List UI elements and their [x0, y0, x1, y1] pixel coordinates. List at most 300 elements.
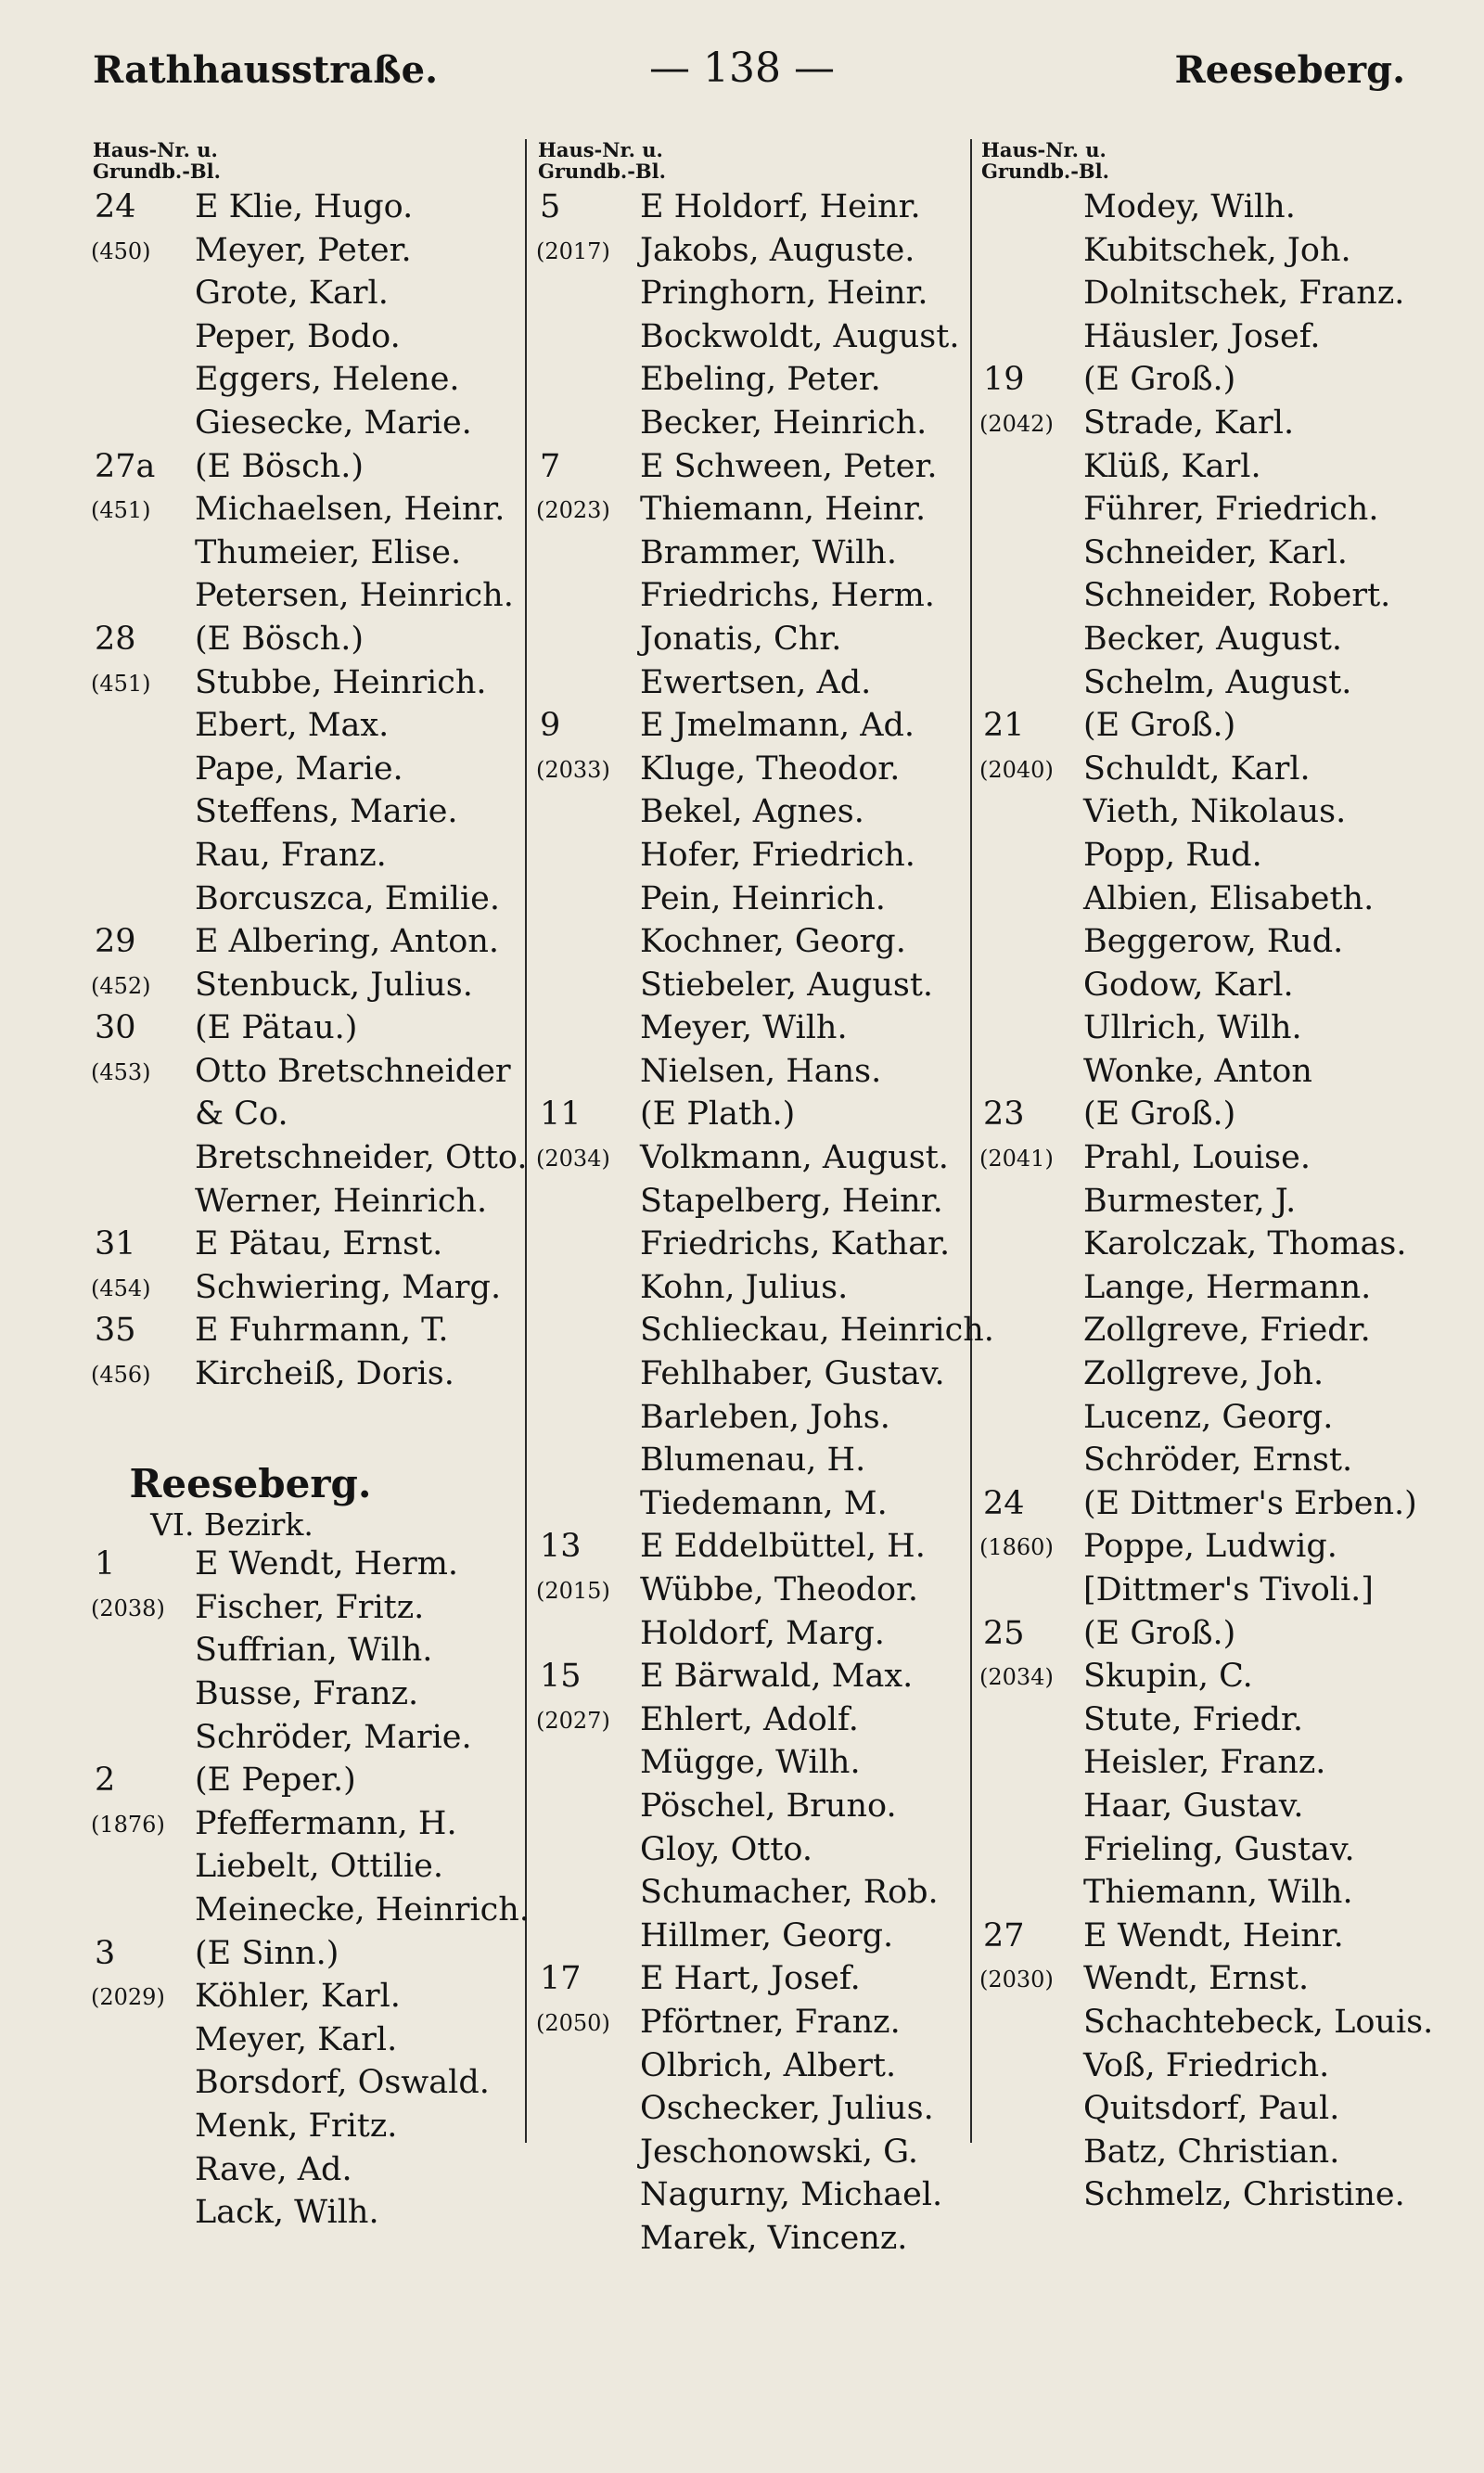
directory-entry	[93, 1629, 538, 1672]
directory-entry	[93, 704, 538, 748]
directory-entry	[981, 1223, 1426, 1266]
resident-name: Bockwoldt, August.	[640, 317, 960, 355]
land-register-number: (2042)	[979, 410, 1054, 437]
directory-entry	[538, 1785, 983, 1828]
section-title: Reeseberg.	[129, 1461, 372, 1507]
house-number: 25	[983, 1614, 1025, 1652]
directory-entry	[981, 1482, 1426, 1526]
resident-name: Olbrich, Albert.	[640, 2046, 897, 2084]
resident-name: Werner, Heinrich.	[195, 1182, 488, 1220]
directory-entry	[538, 1266, 983, 1310]
resident-name: E Wendt, Heinr.	[1083, 1916, 1344, 1954]
directory-entry	[981, 1396, 1426, 1440]
directory-entry	[93, 1093, 538, 1136]
resident-name: Rau, Franz.	[195, 836, 387, 874]
resident-name: E Jmelmann, Ad.	[640, 707, 915, 745]
resident-name: Köhler, Karl.	[195, 1978, 401, 2016]
resident-name: Führer, Friedrich.	[1083, 491, 1379, 529]
resident-name: Schmelz, Christine.	[1083, 2176, 1405, 2214]
directory-entry	[981, 488, 1426, 532]
resident-name: Busse, Franz.	[195, 1675, 419, 1712]
resident-name: Lack, Wilh.	[195, 2194, 379, 2232]
resident-name: Jonatis, Chr.	[640, 620, 842, 658]
directory-entry	[981, 1828, 1426, 1872]
section-subtitle: VI. Bezirk.	[150, 1506, 313, 1544]
resident-name: Nielsen, Hans.	[640, 1052, 882, 1090]
resident-name: Jakobs, Auguste.	[640, 231, 915, 269]
directory-entry	[981, 1871, 1426, 1915]
resident-name: Blumenau, H.	[640, 1442, 866, 1480]
directory-entry	[981, 1698, 1426, 1742]
resident-name: Grote, Karl.	[195, 275, 389, 313]
land-register-number: (2029)	[91, 1984, 165, 2011]
resident-name: Stapelberg, Heinr.	[640, 1182, 943, 1220]
directory-entry	[981, 661, 1426, 705]
directory-entry	[93, 1716, 538, 1760]
resident-name: Volkmann, August.	[640, 1139, 949, 1177]
resident-name: Rave, Ad.	[195, 2150, 352, 2188]
resident-name: Dolnitschek, Franz.	[1083, 275, 1405, 313]
directory-entry	[981, 445, 1426, 489]
directory-entry	[93, 445, 538, 489]
resident-name: (E Groß.)	[1083, 707, 1236, 745]
resident-name: Schuldt, Karl.	[1083, 750, 1311, 788]
resident-name: Kohn, Julius.	[640, 1268, 849, 1306]
resident-name: Burmester, J.	[1083, 1182, 1297, 1220]
resident-name: Ehlert, Adolf.	[640, 1700, 859, 1738]
resident-name: Steffens, Marie.	[195, 793, 458, 831]
directory-column-2	[536, 138, 994, 2261]
house-number: 13	[540, 1528, 582, 1566]
directory-entry	[93, 574, 538, 618]
land-register-number: (450)	[91, 237, 151, 264]
resident-name: Friedrichs, Herm.	[640, 577, 935, 615]
directory-entry	[538, 1093, 983, 1136]
directory-entry	[538, 272, 983, 315]
resident-name: (E Sinn.)	[195, 1934, 339, 1972]
directory-entry	[93, 1266, 538, 1310]
directory-entry	[981, 1309, 1426, 1352]
directory-entry	[981, 402, 1426, 445]
directory-entry	[981, 1050, 1426, 1094]
directory-entry	[93, 748, 538, 791]
entry-list	[979, 186, 1434, 2217]
directory-entry	[538, 402, 983, 445]
land-register-number: (1860)	[979, 1534, 1054, 1561]
directory-entry	[93, 1975, 538, 2018]
column-header: Haus-Nr. u. Grundb.-Bl.	[981, 138, 1109, 183]
directory-entry	[538, 1352, 983, 1396]
resident-name: Brammer, Wilh.	[640, 533, 897, 571]
resident-name: Strade, Karl.	[1083, 404, 1295, 442]
resident-name: E Albering, Anton.	[195, 923, 500, 961]
resident-name: Popp, Rud.	[1083, 836, 1262, 874]
directory-entry	[538, 1525, 983, 1569]
resident-name: Borsdorf, Oswald.	[195, 2064, 490, 2102]
directory-column-3	[979, 138, 1434, 2217]
resident-name: Frieling, Gustav.	[1083, 1830, 1355, 1868]
directory-entry	[93, 661, 538, 705]
resident-name: Stiebeler, August.	[640, 966, 934, 1004]
page-number: — 138 —	[649, 45, 835, 92]
directory-entry	[538, 878, 983, 921]
directory-entry	[538, 1309, 994, 1352]
resident-name: Becker, Heinrich.	[640, 404, 928, 442]
resident-name: Petersen, Heinrich.	[195, 577, 514, 615]
directory-entry	[981, 532, 1426, 575]
directory-entry	[538, 1223, 983, 1266]
directory-entry	[93, 1586, 538, 1630]
house-number: 24	[95, 188, 136, 225]
directory-entry	[981, 1180, 1426, 1224]
resident-name: Kluge, Theodor.	[640, 750, 901, 788]
directory-entry	[93, 1180, 538, 1224]
directory-entry	[538, 532, 983, 575]
directory-entry	[538, 229, 983, 273]
directory-entry	[538, 2001, 983, 2044]
resident-name: (E Pätau.)	[195, 1009, 358, 1047]
house-number: 15	[540, 1658, 582, 1696]
resident-name: (E Groß.)	[1083, 1614, 1236, 1652]
entry-list	[93, 1543, 538, 2235]
directory-entry	[981, 1439, 1426, 1482]
resident-name: Modey, Wilh.	[1083, 188, 1296, 225]
resident-name: Häusler, Josef.	[1083, 317, 1321, 355]
directory-entry	[93, 1759, 538, 1802]
land-register-number: (2034)	[979, 1664, 1054, 1691]
directory-entry	[981, 1136, 1426, 1180]
resident-name: Wonke, Anton	[1083, 1052, 1312, 1090]
resident-name: (E Dittmer's Erben.)	[1083, 1484, 1417, 1522]
directory-entry	[538, 748, 983, 791]
directory-entry	[981, 1741, 1426, 1785]
land-register-number: (2033)	[536, 756, 610, 783]
directory-entry	[538, 2131, 983, 2174]
land-register-number: (2041)	[979, 1146, 1054, 1172]
directory-entry	[93, 834, 538, 878]
directory-entry	[538, 1180, 983, 1224]
land-register-number: (453)	[91, 1058, 151, 1085]
resident-name: Schneider, Robert.	[1083, 577, 1391, 615]
column-header: Haus-Nr. u. Grundb.-Bl.	[93, 138, 221, 183]
resident-name: Fischer, Fritz.	[195, 1588, 425, 1626]
directory-entry	[93, 488, 538, 532]
resident-name: Albien, Elisabeth.	[1083, 879, 1375, 917]
directory-entry	[981, 229, 1426, 273]
land-register-number: (451)	[91, 497, 151, 524]
resident-name: E Hart, Josef.	[640, 1960, 861, 1998]
house-number: 17	[540, 1960, 582, 1998]
resident-name: Karolczak, Thomas.	[1083, 1225, 1407, 1263]
resident-name: E Holdorf, Heinr.	[640, 188, 921, 225]
house-number: 23	[983, 1096, 1025, 1134]
directory-entry	[981, 272, 1426, 315]
house-number: 29	[95, 923, 136, 961]
directory-entry	[93, 229, 538, 273]
directory-entry	[538, 1569, 983, 1612]
resident-name: E Fuhrmann, T.	[195, 1312, 449, 1350]
directory-entry	[981, 1785, 1426, 1828]
resident-name: Nagurny, Michael.	[640, 2176, 943, 2214]
directory-entry	[538, 1871, 983, 1915]
resident-name: Voß, Friedrich.	[1083, 2046, 1330, 2084]
land-register-number: (2034)	[536, 1146, 610, 1172]
directory-entry	[538, 574, 983, 618]
resident-name: Holdorf, Marg.	[640, 1614, 885, 1652]
resident-name: Godow, Karl.	[1083, 966, 1294, 1004]
land-register-number: (2017)	[536, 237, 610, 264]
resident-name: Ebeling, Peter.	[640, 361, 881, 399]
resident-name: Bretschneider, Otto.	[195, 1139, 528, 1177]
resident-name: (E Bösch.)	[195, 620, 365, 658]
directory-entry	[93, 1802, 538, 1846]
resident-name: Hofer, Friedrich.	[640, 836, 915, 874]
resident-name: Klüß, Karl.	[1083, 447, 1261, 485]
resident-name: Becker, August.	[1083, 620, 1343, 658]
resident-name: Kircheiß, Doris.	[195, 1355, 454, 1393]
resident-name: Schlieckau, Heinrich.	[640, 1312, 994, 1350]
resident-name: Pförtner, Franz.	[640, 2003, 901, 2041]
directory-entry	[93, 1136, 538, 1180]
resident-name: Schwiering, Marg.	[195, 1268, 502, 1306]
directory-entry	[981, 834, 1426, 878]
house-number: 24	[983, 1484, 1025, 1522]
land-register-number: (2030)	[979, 1967, 1054, 1993]
land-register-number: (451)	[91, 670, 151, 697]
directory-entry	[93, 2105, 538, 2148]
resident-name: (E Plath.)	[640, 1096, 796, 1134]
resident-name: Mügge, Wilh.	[640, 1744, 861, 1782]
directory-entry	[538, 834, 983, 878]
resident-name: Schröder, Marie.	[195, 1718, 472, 1756]
directory-entry	[93, 402, 538, 445]
directory-entry	[538, 1482, 983, 1526]
directory-entry	[981, 1093, 1426, 1136]
resident-name: [Dittmer's Tivoli.]	[1083, 1571, 1374, 1608]
directory-entry	[538, 661, 983, 705]
resident-name: Lucenz, Georg.	[1083, 1398, 1334, 1436]
directory-entry	[93, 1672, 538, 1716]
resident-name: Stute, Friedr.	[1083, 1700, 1303, 1738]
directory-entry	[538, 2087, 983, 2131]
resident-name: Schneider, Karl.	[1083, 533, 1348, 571]
directory-entry	[538, 618, 983, 661]
resident-name: Ebert, Max.	[195, 707, 390, 745]
resident-name: Tiedemann, M.	[640, 1484, 888, 1522]
directory-entry	[538, 2173, 983, 2217]
resident-name: E Bärwald, Max.	[640, 1658, 914, 1696]
resident-name: Kochner, Georg.	[640, 923, 906, 961]
directory-entry	[93, 920, 538, 964]
resident-name: (E Groß.)	[1083, 1096, 1236, 1134]
land-register-number: (2050)	[536, 2009, 610, 2036]
directory-entry	[981, 358, 1426, 402]
resident-name: Poppe, Ludwig.	[1083, 1528, 1337, 1566]
resident-name: Pfeffermann, H.	[195, 1804, 457, 1842]
resident-name: Meinecke, Heinrich.	[195, 1890, 530, 1928]
directory-entry	[93, 272, 538, 315]
directory-entry	[93, 186, 538, 229]
resident-name: Thumeier, Elise.	[195, 533, 462, 571]
resident-name: Pein, Heinrich.	[640, 879, 886, 917]
resident-name: Pöschel, Bruno.	[640, 1787, 897, 1825]
directory-entry	[93, 2191, 538, 2235]
resident-name: Liebelt, Ottilie.	[195, 1848, 444, 1886]
resident-name: Hillmer, Georg.	[640, 1916, 894, 1954]
directory-entry	[981, 2087, 1426, 2131]
resident-name: Fehlhaber, Gustav.	[640, 1355, 945, 1393]
directory-entry	[981, 1655, 1426, 1698]
resident-name: Eggers, Helene.	[195, 361, 460, 399]
directory-column-1	[93, 139, 538, 2235]
directory-entry	[538, 964, 983, 1007]
resident-name: Schumacher, Rob.	[640, 1874, 939, 1912]
directory-entry	[981, 790, 1426, 834]
directory-entry	[93, 1543, 538, 1586]
resident-name: Ullrich, Wilh.	[1083, 1009, 1302, 1047]
house-number: 31	[95, 1225, 136, 1263]
directory-entry	[538, 1957, 983, 2001]
house-number: 2	[95, 1762, 116, 1800]
directory-entry	[981, 2044, 1426, 2088]
land-register-number: (2040)	[979, 756, 1054, 783]
directory-entry	[93, 1223, 538, 1266]
directory-entry	[538, 445, 983, 489]
land-register-number: (456)	[91, 1362, 151, 1389]
directory-entry	[981, 748, 1426, 791]
directory-entry	[538, 488, 983, 532]
directory-entry	[538, 315, 983, 359]
resident-name: Borcuszca, Emilie.	[195, 879, 500, 917]
running-header-right: Reeseberg.	[1174, 48, 1405, 92]
resident-name: Lange, Hermann.	[1083, 1268, 1372, 1306]
land-register-number: (2038)	[91, 1595, 165, 1621]
directory-entry	[981, 315, 1426, 359]
resident-name: Michaelsen, Heinr.	[195, 491, 505, 529]
directory-entry	[538, 1828, 983, 1872]
directory-entry	[981, 1352, 1426, 1396]
directory-entry	[538, 704, 983, 748]
house-number: 1	[95, 1545, 116, 1583]
resident-name: Wübbe, Theodor.	[640, 1571, 919, 1608]
resident-name: Zollgreve, Friedr.	[1083, 1312, 1371, 1350]
directory-entry	[538, 920, 983, 964]
directory-entry	[981, 2001, 1434, 2044]
resident-name: Menk, Fritz.	[195, 2107, 398, 2145]
resident-name: (E Bösch.)	[195, 447, 365, 485]
directory-entry	[538, 1915, 983, 1958]
resident-name: E Klie, Hugo.	[195, 188, 414, 225]
directory-entry	[981, 1006, 1426, 1050]
house-number: 30	[95, 1009, 136, 1047]
directory-entry	[538, 790, 983, 834]
resident-name: Kubitschek, Joh.	[1083, 231, 1351, 269]
directory-entry	[538, 1698, 983, 1742]
resident-name: (E Peper.)	[195, 1762, 356, 1800]
resident-name: Peper, Bodo.	[195, 317, 401, 355]
directory-entry	[93, 1309, 538, 1352]
directory-entry	[981, 964, 1426, 1007]
resident-name: Giesecke, Marie.	[195, 404, 472, 442]
directory-entry	[93, 1352, 538, 1396]
resident-name: (E Groß.)	[1083, 361, 1236, 399]
directory-entry	[981, 618, 1426, 661]
entry-list	[536, 186, 994, 2261]
directory-entry	[538, 1136, 983, 1180]
directory-entry	[981, 2173, 1426, 2217]
resident-name: E Eddelbüttel, H.	[640, 1528, 926, 1566]
directory-entry	[93, 878, 538, 921]
directory-entry	[93, 315, 538, 359]
resident-name: Haar, Gustav.	[1083, 1787, 1304, 1825]
directory-entry	[981, 878, 1426, 921]
directory-entry	[538, 2044, 983, 2088]
house-number: 9	[540, 707, 561, 745]
resident-name: E Pätau, Ernst.	[195, 1225, 443, 1263]
directory-entry	[981, 186, 1426, 229]
directory-entry	[981, 1266, 1426, 1310]
entry-list	[93, 186, 538, 1396]
resident-name: Gloy, Otto.	[640, 1830, 813, 1868]
directory-entry	[538, 1006, 983, 1050]
resident-name: Schröder, Ernst.	[1083, 1442, 1353, 1480]
directory-entry	[538, 1612, 983, 1656]
land-register-number: (2027)	[536, 1707, 610, 1734]
directory-entry	[981, 1957, 1426, 2001]
directory-entry	[538, 1439, 983, 1482]
directory-entry	[981, 2131, 1426, 2174]
directory-entry	[981, 1612, 1426, 1656]
running-header-left: Rathhausstraße.	[93, 48, 438, 92]
resident-name: Otto Bretschneider	[195, 1052, 511, 1090]
house-number: 5	[540, 188, 561, 225]
land-register-number: (2023)	[536, 497, 610, 524]
directory-entry	[93, 358, 538, 402]
land-register-number: (1876)	[91, 1811, 165, 1838]
resident-name: Batz, Christian.	[1083, 2133, 1340, 2171]
directory-entry	[981, 704, 1426, 748]
land-register-number: (452)	[91, 972, 151, 999]
resident-name: Meyer, Karl.	[195, 2020, 398, 2058]
directory-entry	[538, 186, 983, 229]
resident-name: Quitsdorf, Paul.	[1083, 2090, 1340, 2128]
house-number: 3	[95, 1934, 116, 1972]
directory-entry	[538, 358, 983, 402]
directory-entry	[93, 1006, 538, 1050]
resident-name: Bekel, Agnes.	[640, 793, 864, 831]
resident-name: Meyer, Peter.	[195, 231, 412, 269]
land-register-number: (2015)	[536, 1578, 610, 1604]
house-number: 28	[95, 620, 136, 658]
land-register-number: (454)	[91, 1275, 151, 1301]
resident-name: Oschecker, Julius.	[640, 2090, 934, 2128]
resident-name: Pape, Marie.	[195, 750, 403, 788]
resident-name: Thiemann, Heinr.	[640, 491, 927, 529]
directory-entry	[538, 1741, 983, 1785]
directory-entry	[93, 1845, 538, 1889]
directory-entry	[981, 1915, 1426, 1958]
resident-name: Meyer, Wilh.	[640, 1009, 848, 1047]
resident-name: Schelm, August.	[1083, 663, 1352, 701]
resident-name: & Co.	[195, 1096, 288, 1134]
directory-entry	[981, 574, 1426, 618]
directory-entry	[93, 790, 538, 834]
resident-name: Pringhorn, Heinr.	[640, 275, 928, 313]
resident-name: E Schween, Peter.	[640, 447, 938, 485]
resident-name: Prahl, Louise.	[1083, 1139, 1311, 1177]
directory-entry	[93, 2148, 538, 2192]
house-number: 19	[983, 361, 1025, 399]
